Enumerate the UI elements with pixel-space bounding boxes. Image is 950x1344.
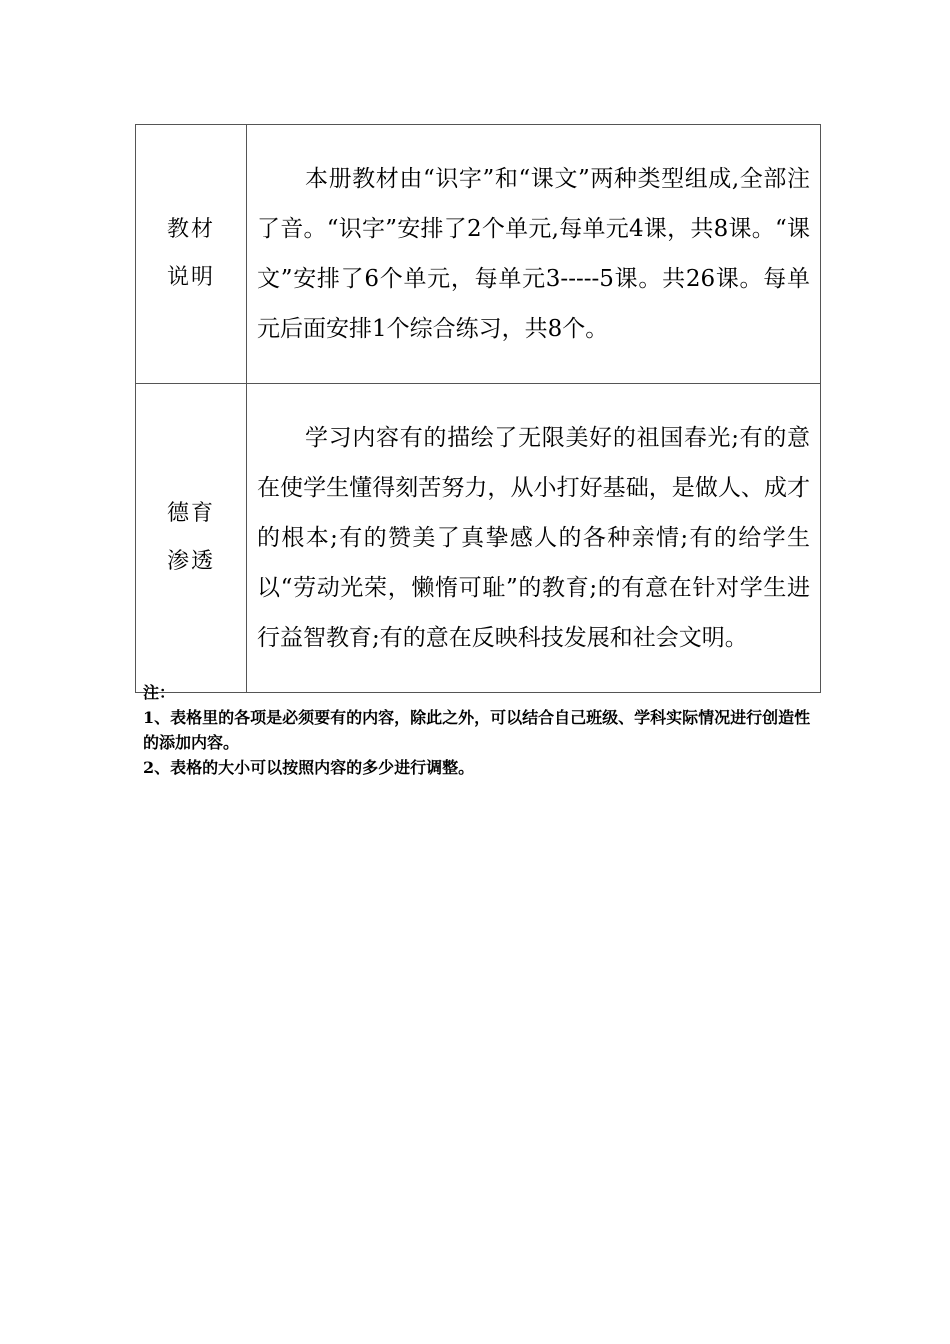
row-label-line: 说明 (166, 265, 215, 290)
table-row (136, 125, 821, 384)
notes-item: 1、表格里的各项是必须要有的内容，除此之外，可以结合自己班级、学科实际情况进行创造性的添加内容。 (143, 708, 811, 752)
row-content-text: 本册教材由“识字”和“课文”两种类型组成,全部注了音。“识字”安排了2个单元,每单元4课，共8课。“课文”安排了6个单元，每单元3-----5课。共26课。每单元后面安排1个综合练习，共8个。 (257, 166, 810, 342)
row-label-cell (136, 125, 247, 384)
row-content-cell (247, 384, 821, 693)
notes-section (143, 680, 823, 780)
row-label-line: 渗透 (166, 549, 215, 574)
row-label-line: 教材 (166, 217, 215, 242)
notes-heading: 注： (143, 683, 176, 702)
notes-item: 2、表格的大小可以按照内容的多少进行调整。 (143, 758, 475, 777)
table-row (136, 384, 821, 693)
row-label-line: 德育 (166, 501, 215, 526)
row-label-cell (136, 384, 247, 693)
row-content-cell (247, 125, 821, 384)
content-table (135, 124, 821, 693)
row-content-text: 学习内容有的描绘了无限美好的祖国春光;有的意在使学生懂得刻苦努力，从小打好基础，是做人、成才的根本;有的赞美了真挚感人的各种亲情;有的给学生以“劳动光荣，懒惰可耻”的教育;的有意在针对学生进行益智教育;有的意在反映科技发展和社会文明。 (257, 425, 810, 651)
